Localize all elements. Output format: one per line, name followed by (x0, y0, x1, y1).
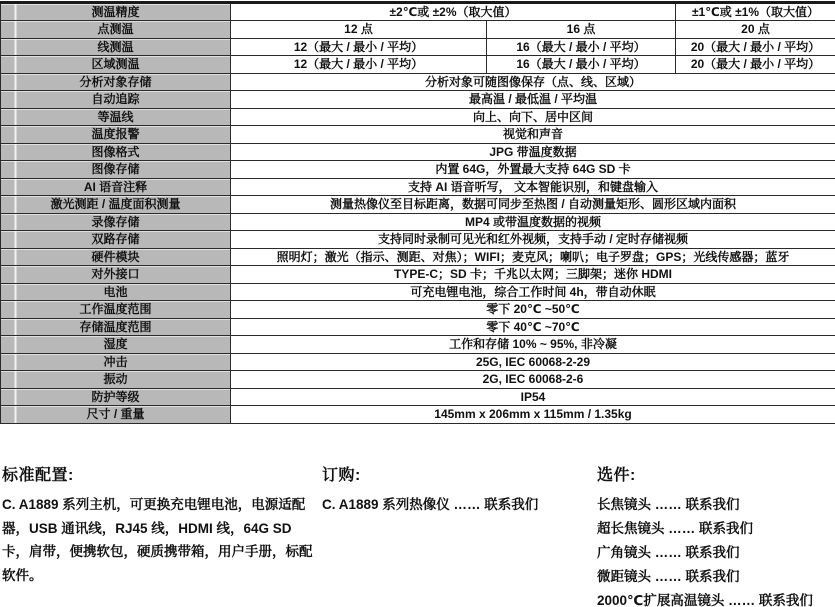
spec-value: 12（最大 / 最小 / 平均） (231, 56, 487, 74)
table-row (1, 406, 835, 424)
spec-label: 电池 (1, 283, 231, 301)
spec-value: TYPE-C；SD 卡；千兆以太网；三脚架；迷你 HDMI (231, 266, 835, 284)
options-title: 选件: (597, 467, 636, 484)
spec-value: 支持同时录制可见光和红外视频，支持手动 / 定时存储视频 (231, 231, 835, 249)
spec-value: 零下 20℃ ~50℃ (231, 301, 835, 319)
table-row (1, 353, 835, 371)
table-row (1, 283, 835, 301)
spec-label: 自动追踪 (1, 91, 231, 109)
spec-label: 湿度 (1, 336, 231, 354)
spec-value: 2G, IEC 60068-2-6 (231, 371, 835, 389)
spec-label: 图像格式 (1, 143, 231, 161)
spec-label: 存储温度范围 (1, 318, 231, 336)
table-row (1, 213, 835, 231)
spec-table (0, 1, 835, 424)
option-line: 长焦镜头 …… 联系我们 (597, 497, 740, 512)
spec-value: 最高温 / 最低温 / 平均温 (231, 91, 835, 109)
table-row (1, 126, 835, 144)
table-row (1, 56, 835, 74)
spec-value: 测量热像仪至目标距离，数据可同步至热图 / 自动测量矩形、圆形区域内面积 (231, 196, 835, 214)
spec-label: 点测温 (1, 21, 231, 39)
option-line: 超长焦镜头 …… 联系我们 (597, 520, 754, 536)
table-row (1, 248, 835, 266)
table-row (1, 231, 835, 249)
spec-value: 照明灯；激光（指示、测距、对焦）；WIFI；麦克风；喇叭；电子罗盘；GPS；光线传感器；蓝牙 (231, 248, 835, 266)
spec-value: 工作和存储 10% ~ 95%, 非冷凝 (231, 336, 835, 354)
spec-value: 20（最大 / 最小 / 平均） (676, 38, 835, 56)
spec-label: 激光测距 / 温度面积测量 (1, 196, 231, 214)
spec-value: 12 点 (231, 21, 487, 39)
spec-value: JPG 带温度数据 (231, 143, 835, 161)
table-row (1, 388, 835, 406)
spec-value: 向上、向下、居中区间 (231, 108, 835, 126)
spec-value: MP4 或带温度数据的视频 (231, 213, 835, 231)
spec-label: 等温线 (1, 108, 231, 126)
section-standard-config (2, 466, 318, 588)
table-row (1, 108, 835, 126)
section-options (597, 466, 835, 607)
table-row (1, 21, 835, 39)
spec-label: 对外接口 (1, 266, 231, 284)
spec-label: 振动 (1, 371, 231, 389)
order-line: C. A1889 系列热像仪 …… 联系我们 (322, 497, 539, 512)
spec-value: 16（最大 / 最小 / 平均） (487, 56, 676, 74)
spec-value: 可充电锂电池，综合工作时间 4h，带自动休眠 (231, 283, 835, 301)
spec-value: 20 点 (676, 21, 835, 39)
spec-label: AI 语音注释 (1, 178, 231, 196)
table-row (1, 91, 835, 109)
table-row (1, 266, 835, 284)
spec-label: 双路存储 (1, 231, 231, 249)
table-row (1, 161, 835, 179)
spec-value: ±1℃或 ±1%（取大值） (676, 3, 835, 21)
table-row (1, 38, 835, 56)
table-row (1, 336, 835, 354)
option-line: 微距镜头 …… 联系我们 (597, 568, 740, 584)
spec-label: 冲击 (1, 353, 231, 371)
spec-value: 20（最大 / 最小 / 平均） (676, 56, 835, 74)
spec-label: 录像存储 (1, 213, 231, 231)
spec-value: 16 点 (487, 21, 676, 39)
spec-label: 防护等级 (1, 388, 231, 406)
spec-value: 支持 AI 语音听写， 文本智能识别，和键盘输入 (231, 178, 835, 196)
spec-value: 内置 64G，外置最大支持 64G SD 卡 (231, 161, 835, 179)
table-row (1, 178, 835, 196)
order-title: 订购: (322, 467, 361, 484)
table-row (1, 371, 835, 389)
option-line: 2000℃扩展高温镜头 …… 联系我们 (597, 592, 813, 607)
table-row (1, 73, 835, 91)
standard-config-body: C. A1889 系列主机，可更换充电锂电池，电源适配器，USB 通讯线，RJ45 线，HDMI 线，64G SD 卡，肩带，便携软包，硬质携带箱，用户手册，标配软件。 (2, 497, 313, 584)
option-line: 广角镜头 …… 联系我们 (597, 544, 740, 560)
spec-value: 视觉和声音 (231, 126, 835, 144)
spec-value: 零下 40℃ ~70℃ (231, 318, 835, 336)
section-order (322, 466, 592, 517)
table-row (1, 301, 835, 319)
spec-label: 硬件模块 (1, 248, 231, 266)
spec-label: 图像存储 (1, 161, 231, 179)
spec-value: 145mm x 206mm x 115mm / 1.35kg (231, 406, 835, 424)
spec-label: 测温精度 (1, 3, 231, 21)
spec-value: 分析对象可随图像保存（点、线、区域） (231, 73, 835, 91)
spec-label: 分析对象存储 (1, 73, 231, 91)
table-row (1, 3, 835, 21)
table-row (1, 143, 835, 161)
spec-label: 区域测温 (1, 56, 231, 74)
spec-label: 工作温度范围 (1, 301, 231, 319)
table-row (1, 196, 835, 214)
spec-value: ±2℃或 ±2%（取大值） (231, 3, 676, 21)
spec-value: IP54 (231, 388, 835, 406)
spec-label: 温度报警 (1, 126, 231, 144)
spec-label: 线测温 (1, 38, 231, 56)
spec-value: 16（最大 / 最小 / 平均） (487, 38, 676, 56)
spec-label: 尺寸 / 重量 (1, 406, 231, 424)
table-row (1, 318, 835, 336)
spec-value: 12（最大 / 最小 / 平均） (231, 38, 487, 56)
spec-value: 25G, IEC 60068-2-29 (231, 353, 835, 371)
standard-config-title: 标准配置: (2, 467, 74, 484)
